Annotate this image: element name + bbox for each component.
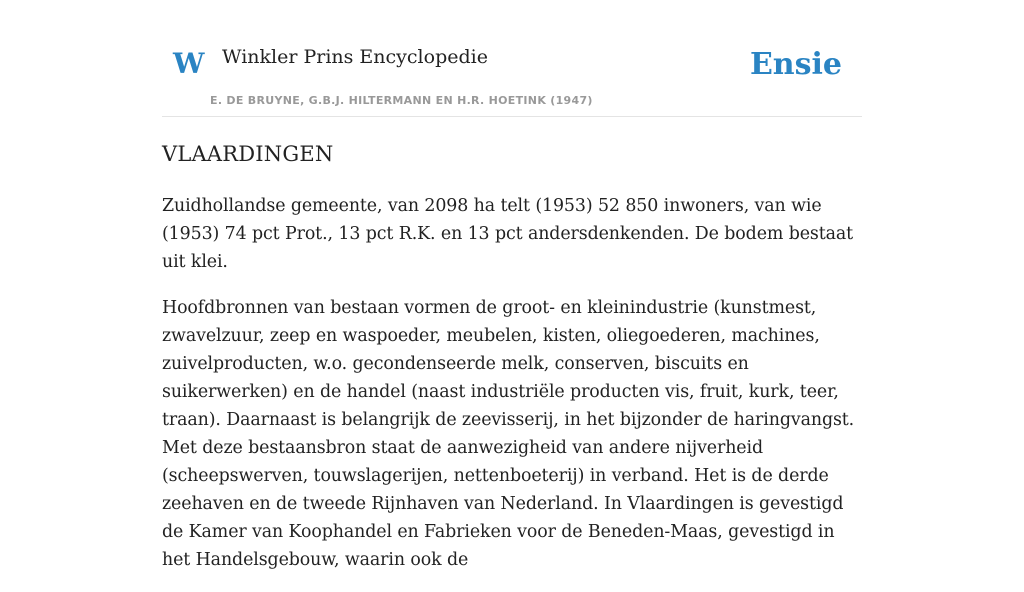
article-title: VLAARDINGEN: [162, 142, 334, 166]
article: [162, 138, 862, 592]
article-paragraph: Zuidhollandse gemeente, van 2098 ha telt (1953) 52 850 inwoners, van wie (1953) 74 pct Prot., 13 pct R.K. en 13 pct andersdenkenden. De bodem bestaat uit klei.: [162, 196, 854, 272]
article-paragraph: Hoofdbronnen van bestaan vormen de groot- en kleinindustrie (kunstmest, zwavelzuur, zeep en waspoeder, meubelen, kisten, oliegoederen, machines, zuivelproducten, w.o. gecondenseerde melk, conserven, biscuits en suikerwerken) en de handel (naast industriële producten vis, fruit, kurk, teer, traan). Daarnaast is belangrijk de zeevisserij, in het bijzonder de haringvangst. Met deze bestaansbron staat de aanwezigheid van andere nijverheid (scheepswerven, touwslagerijen, nettenboeterij) in verband. Het is de derde zeehaven en de tweede Rijnhaven van Nederland. In Vlaardingen is gevestigd de Kamer van Koophandel en Fabrieken voor de Beneden-Maas, gevestigd in het Handelsgebouw, waarin ook de: [162, 298, 855, 570]
ensie-brand-logo[interactable]: Ensie: [749, 47, 842, 82]
site-title[interactable]: Winkler Prins Encyclopedie: [222, 46, 488, 68]
site-header: [162, 0, 862, 117]
winkler-prins-logo-icon[interactable]: W: [173, 47, 205, 80]
authors-byline: E. DE BRUYNE, G.B.J. HILTERMANN EN H.R. HOETINK (1947): [210, 94, 593, 107]
